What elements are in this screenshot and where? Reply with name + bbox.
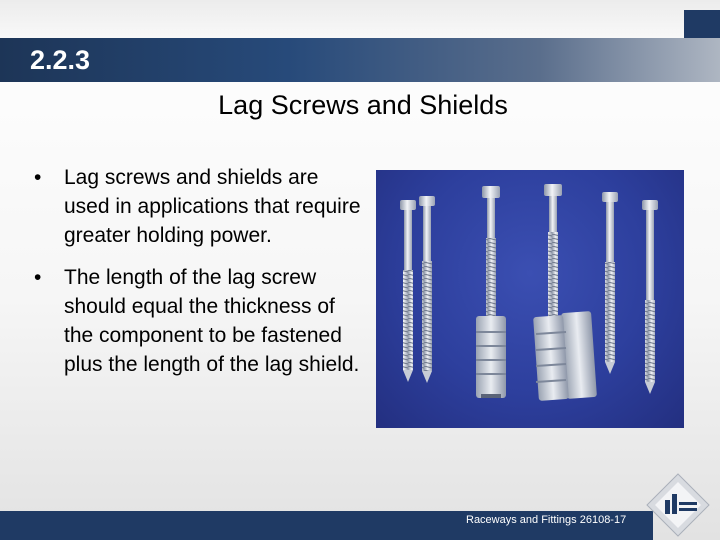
bullet-item — [34, 163, 364, 250]
bullet-text: The length of the lag screw should equal the thickness of the component to be fastened plus the length of the lag shield. — [64, 266, 360, 376]
lag-screw — [400, 200, 416, 382]
nccer-logo-icon — [643, 470, 713, 540]
bullet-text: Lag screws and shields are used in applications that require greater holding power. — [64, 166, 361, 247]
lag-screw — [602, 192, 618, 374]
section-number: 2.2.3 — [30, 45, 91, 75]
slide-title: Lag Screws and Shields — [218, 90, 508, 120]
lag-screws-photo — [376, 170, 684, 428]
lag-screw-with-shield — [533, 184, 597, 401]
bullet-icon: • — [34, 266, 42, 289]
section-bar — [0, 38, 720, 82]
lag-screw-with-shield — [476, 186, 506, 398]
footer-text: Raceways and Fittings 26108-17 — [466, 514, 627, 526]
bullet-list — [34, 163, 364, 392]
bullet-item — [34, 263, 364, 379]
lag-screw — [419, 196, 435, 383]
top-strip — [0, 0, 720, 38]
bullet-icon: • — [34, 166, 42, 189]
lag-screws-illustration — [376, 170, 684, 428]
lag-screw — [642, 200, 658, 394]
corner-accent — [684, 10, 720, 38]
